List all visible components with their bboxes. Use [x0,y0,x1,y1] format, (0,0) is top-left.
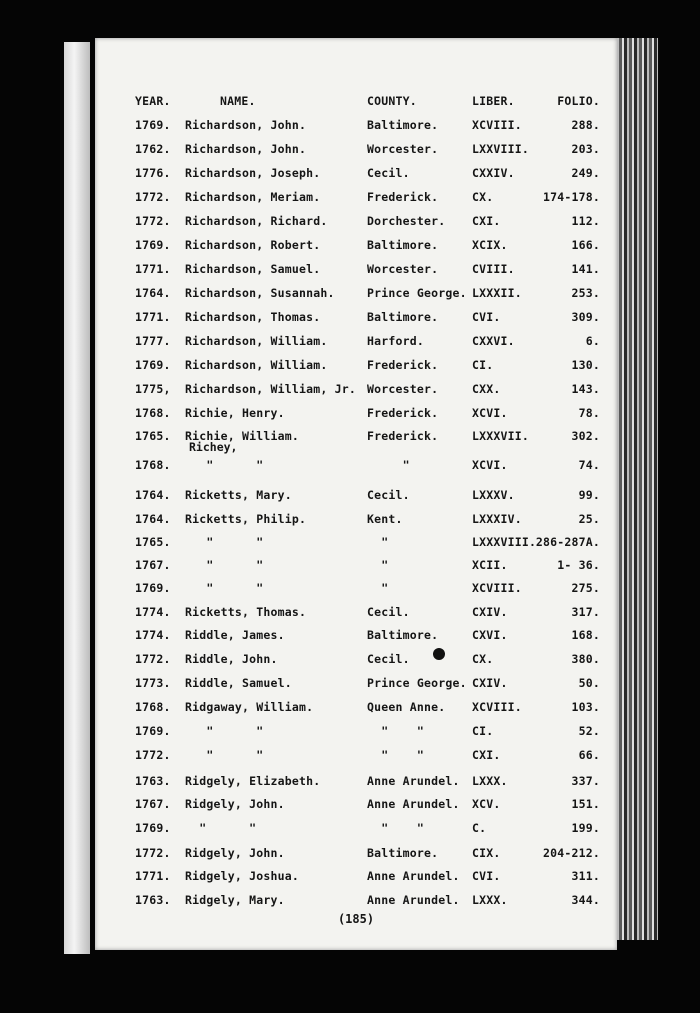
cell-name: Riddle, John. [185,652,278,666]
cell-folio: 52. [578,724,600,738]
table-row [95,166,617,188]
cell-folio: 249. [571,166,600,180]
header-folio: FOLIO. [557,94,600,108]
cell-name: Richardson, Richard. [185,214,328,228]
cell-year: 1769. [135,358,171,372]
cell-name: Ridgely, Mary. [185,893,285,907]
cell-year: 1771. [135,262,171,276]
table-row [95,286,617,308]
cell-year: 1773. [135,676,171,690]
cell-year: 1772. [135,748,171,762]
cell-name: Ridgely, John. [185,797,285,811]
cell-liber: CXI. [472,748,501,762]
cell-name: Riddle, Samuel. [185,676,292,690]
cell-liber: CXVI. [472,628,508,642]
cell-year: 1772. [135,190,171,204]
table-row [95,605,617,627]
cell-year: 1772. [135,652,171,666]
cell-year: 1772. [135,846,171,860]
cell-folio: 6. [585,334,600,348]
cell-year: 1764. [135,488,171,502]
cell-year: 1763. [135,893,171,907]
header-row [95,94,617,116]
table-row [95,581,617,603]
cell-name: " " [185,748,264,762]
cell-county: Frederick. [367,358,439,372]
table-row [95,190,617,212]
cell-folio: 344. [571,893,600,907]
cell-liber: XCVI. [472,406,508,420]
table-row [95,512,617,534]
cell-name: " " [185,535,264,549]
header-county: COUNTY. [367,94,417,108]
table-row [95,652,617,674]
cell-folio: 78. [578,406,600,420]
cell-county: Worcester. [367,262,439,276]
cell-liber: CXXVI. [472,334,515,348]
cell-county: Cecil. [367,652,410,666]
cell-county: Baltimore. [367,118,439,132]
cell-folio: 166. [571,238,600,252]
cell-folio: 288. [571,118,600,132]
table-row [95,488,617,510]
cell-county: Anne Arundel. [367,797,460,811]
cell-liber: CXX. [472,382,501,396]
cell-name: Richardson, William, Jr. [185,382,356,396]
table-row [95,118,617,140]
table-row [95,748,617,770]
cell-county: Prince George. [367,676,467,690]
cell-liber: LXXVIII. [472,142,529,156]
cell-name: Richie, William. [185,429,299,443]
left-film-edge [64,42,90,954]
cell-folio: 168. [571,628,600,642]
cell-name: Richardson, Meriam. [185,190,321,204]
cell-year: 1769. [135,724,171,738]
table-row [95,846,617,868]
cell-year: 1774. [135,605,171,619]
cell-name: " " [185,558,264,572]
table-row [95,262,617,284]
cell-year: 1764. [135,512,171,526]
ink-blot [433,648,445,660]
cell-liber: LXXXVIII. [472,535,537,549]
table-row [95,774,617,796]
cell-folio: 50. [578,676,600,690]
header-name: NAME. [220,94,256,108]
cell-folio: 143. [571,382,600,396]
cell-year: 1771. [135,310,171,324]
table-row [95,214,617,236]
cell-county: " [367,558,389,572]
cell-folio: 317. [571,605,600,619]
header-year: YEAR. [135,94,171,108]
cell-name: Ridgely, Elizabeth. [185,774,321,788]
table-row [95,676,617,698]
cell-liber: XCV. [472,797,501,811]
cell-folio: 99. [578,488,600,502]
table-row [95,429,617,451]
page-number: (185) [337,912,375,926]
cell-name: " " [185,821,257,835]
cell-county: " [367,535,389,549]
cell-liber: LXXXII. [472,286,522,300]
cell-year: 1763. [135,774,171,788]
cell-folio: 203. [571,142,600,156]
cell-county: " " [367,821,424,835]
cell-folio: 199. [571,821,600,835]
cell-year: 1776. [135,166,171,180]
cell-name: Richardson, Susannah. [185,286,335,300]
header-liber: LIBER. [472,94,515,108]
cell-county: Baltimore. [367,628,439,642]
table-row [95,821,617,843]
cell-year: 1774. [135,628,171,642]
cell-year: 1767. [135,797,171,811]
cell-folio: 380. [571,652,600,666]
cell-folio: 112. [571,214,600,228]
cell-folio: 275. [571,581,600,595]
cell-year: 1772. [135,214,171,228]
cell-liber: CVIII. [472,262,515,276]
cell-liber: XCVIII. [472,700,522,714]
cell-name: Ricketts, Philip. [185,512,307,526]
cell-year: 1768. [135,406,171,420]
cell-folio: 174-178. [543,190,600,204]
cell-liber: XCVIII. [472,581,522,595]
cell-year: 1769. [135,821,171,835]
cell-year: 1777. [135,334,171,348]
cell-liber: LXXXIV. [472,512,522,526]
cell-liber: CVI. [472,869,501,883]
cell-year: 1775, [135,382,171,396]
table-row [95,238,617,260]
cell-liber: CI. [472,358,494,372]
cell-county: Frederick. [367,429,439,443]
cell-folio: 74. [578,458,600,472]
cell-folio: 204-212. [543,846,600,860]
cell-name: Richardson, Joseph. [185,166,321,180]
cell-liber: XCIX. [472,238,508,252]
cell-liber: CXIV. [472,605,508,619]
cell-liber: CXXIV. [472,166,515,180]
table-row [95,458,617,480]
table-row [95,628,617,650]
cell-folio: 141. [571,262,600,276]
cell-county: Baltimore. [367,846,439,860]
cell-county: Cecil. [367,488,410,502]
cell-liber: CXI. [472,214,501,228]
cell-county: Worcester. [367,382,439,396]
sub-note: Richey, [189,440,238,454]
table-row [95,406,617,428]
table-row [95,310,617,332]
cell-liber: CI. [472,724,494,738]
cell-county: Kent. [367,512,403,526]
cell-folio: 302. [571,429,600,443]
cell-county: Anne Arundel. [367,774,460,788]
cell-name: " " [185,724,264,738]
cell-liber: LXXX. [472,893,508,907]
cell-county: " " [367,724,424,738]
cell-county: Anne Arundel. [367,893,460,907]
table-row [95,142,617,164]
cell-liber: XCII. [472,558,508,572]
cell-county: Frederick. [367,406,439,420]
cell-year: 1769. [135,238,171,252]
cell-county: Anne Arundel. [367,869,460,883]
cell-folio: 1- 36. [557,558,600,572]
cell-name: Richardson, John. [185,118,307,132]
cell-folio: 151. [571,797,600,811]
cell-county: " " [367,748,424,762]
cell-name: Ricketts, Mary. [185,488,292,502]
cell-liber: LXXXVII. [472,429,529,443]
cell-name: " " [185,581,264,595]
cell-folio: 337. [571,774,600,788]
cell-year: 1768. [135,458,171,472]
cell-liber: LXXX. [472,774,508,788]
cell-year: 1764. [135,286,171,300]
cell-folio: 66. [578,748,600,762]
cell-county: Dorchester. [367,214,446,228]
cell-county: Frederick. [367,190,439,204]
cell-name: Richie, Henry. [185,406,285,420]
cell-name: Richardson, William. [185,358,328,372]
cell-name: Richardson, Robert. [185,238,321,252]
table-row [95,334,617,356]
cell-liber: CX. [472,190,494,204]
cell-liber: XCVIII. [472,118,522,132]
cell-name: " " [185,458,264,472]
cell-folio: 309. [571,310,600,324]
cell-name: Richardson, Samuel. [185,262,321,276]
cell-name: Richardson, William. [185,334,328,348]
cell-liber: CXIV. [472,676,508,690]
cell-year: 1768. [135,700,171,714]
cell-folio: 311. [571,869,600,883]
cell-name: Richardson, Thomas. [185,310,321,324]
document-page [95,38,617,950]
cell-folio: 253. [571,286,600,300]
cell-liber: CIX. [472,846,501,860]
cell-name: Richardson, John. [185,142,307,156]
cell-year: 1765. [135,429,171,443]
cell-name: Ridgaway, William. [185,700,314,714]
table-row [95,535,617,557]
cell-name: Ridgely, Joshua. [185,869,299,883]
cell-county: Cecil. [367,605,410,619]
cell-county: Worcester. [367,142,439,156]
table-row [95,382,617,404]
cell-name: Riddle, James. [185,628,285,642]
cell-county: Baltimore. [367,238,439,252]
cell-year: 1771. [135,869,171,883]
cell-liber: CX. [472,652,494,666]
table-row [95,358,617,380]
cell-name: Ricketts, Thomas. [185,605,307,619]
cell-year: 1765. [135,535,171,549]
table-row [95,797,617,819]
cell-folio: 25. [578,512,600,526]
cell-liber: C. [472,821,487,835]
cell-liber: LXXXV. [472,488,515,502]
cell-year: 1769. [135,118,171,132]
cell-folio: 286-287A. [535,535,600,549]
cell-year: 1769. [135,581,171,595]
cell-county: Queen Anne. [367,700,446,714]
cell-folio: 130. [571,358,600,372]
cell-county: " [367,458,410,472]
cell-folio: 103. [571,700,600,714]
cell-year: 1762. [135,142,171,156]
cell-county: Prince George. [367,286,467,300]
table-row [95,724,617,746]
cell-county: Harford. [367,334,424,348]
cell-county: " [367,581,389,595]
cell-name: Ridgely, John. [185,846,285,860]
cell-county: Cecil. [367,166,410,180]
table-row [95,558,617,580]
cell-year: 1767. [135,558,171,572]
table-row [95,869,617,891]
right-film-edge [614,38,658,940]
cell-county: Baltimore. [367,310,439,324]
table-row [95,700,617,722]
cell-liber: XCVI. [472,458,508,472]
cell-liber: CVI. [472,310,501,324]
